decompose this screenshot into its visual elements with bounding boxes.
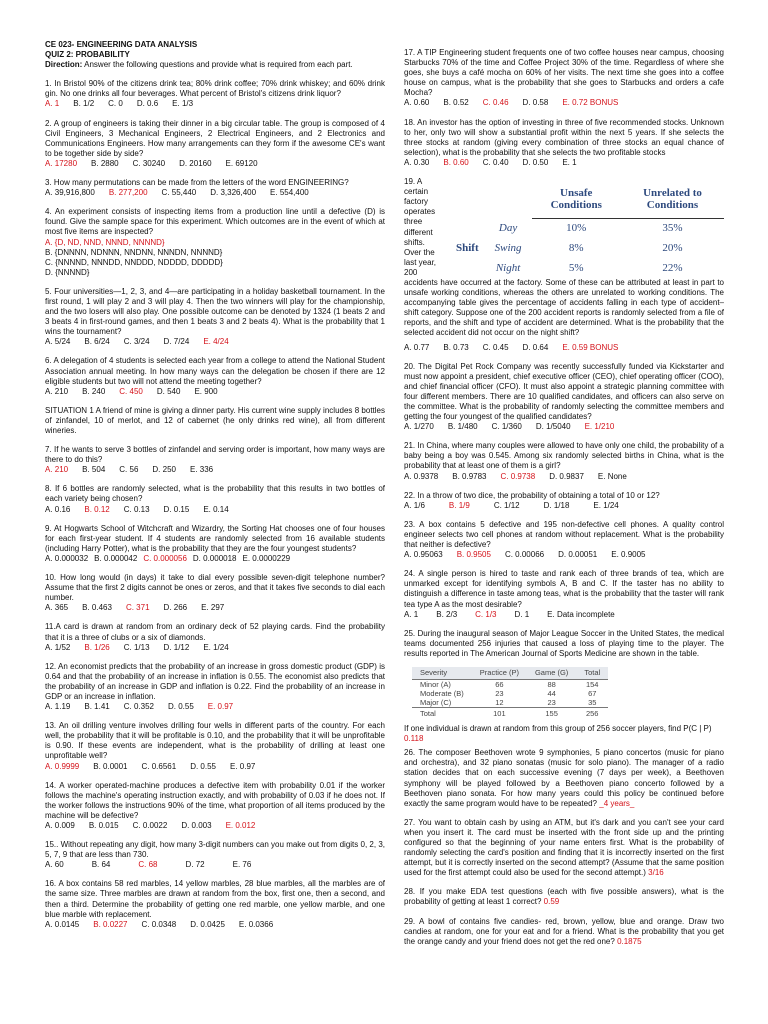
question-14 (45, 781, 385, 831)
question-10 (45, 573, 385, 613)
answer: 0.1875 (617, 936, 642, 946)
options (45, 465, 385, 475)
question-13 (45, 721, 385, 771)
question-text: 6. A delegation of 4 students is selected each year from a college to attend the National Student Association annual meeting. In how many ways can the delegation be chosen if there are 12 eligible students but two will not attend the meeting together? (45, 356, 385, 386)
question-15 (45, 840, 385, 870)
option-d: D. 0.64 (522, 342, 549, 352)
question-text: 1. In Bristol 90% of the citizens drink tea; 80% drink coffee; 70% drink whiskey; and 60% drink gin. No one drinks all four beverages. What percent of Bristol's citizens drink liquor? (45, 79, 385, 99)
question-text: 26. The composer Beethoven wrote 9 symphonies, 5 piano concertos (music for piano and orchestra), and 32 piano sonatas (music for solo piano). The manager of a radio station decides that on each successive evening (7 days per week), a Beethoven symphony will be played followed by a Beethoven piano concerto followed by a Beethoven piano sonata. For how many years could this policy be continued before exactly the same program would have to be repeated? (404, 748, 724, 808)
table-corner (485, 181, 532, 218)
option-a: A. 365 (45, 603, 69, 613)
option-b: B. 0.9505 (456, 550, 491, 560)
question-1 (45, 79, 385, 109)
option-c: C. 55,440 (161, 188, 197, 198)
option-b: B. 0.73 (443, 342, 469, 352)
option-b: B. {DNNNN, NDNNN, NNDNN, NNNDN, NNNND} (45, 247, 223, 257)
injury-table (412, 667, 608, 718)
option-e: E. 0.14 (203, 504, 229, 514)
question-text: 4. An experiment consists of inspecting items from a production line until a defective (D) is found. Give the sample space for this experiment. Which outcomes are in the event of which at most five items are inspected? (45, 207, 385, 237)
options (404, 610, 724, 620)
option-a: A. 0.009 (45, 821, 75, 830)
question-text: 21. In China, where many couples were allowed to have only one child, the probability of a baby being a boy was 0.545. Among six randomly selected births in China, what is the probability that at least one of them is a girl? (404, 441, 724, 471)
options (45, 821, 385, 831)
option-d: D. 0.6 (136, 99, 159, 109)
row-label: Night (495, 261, 521, 274)
cell: 23 (495, 689, 504, 699)
table-header-row (412, 667, 608, 680)
row-group-label: Shift (456, 241, 479, 254)
option-d: D. 0.55 (167, 702, 194, 712)
question-24 (404, 569, 724, 619)
table-row (446, 258, 724, 278)
question-text: 15.. Without repeating any digit, how many 3-digit numbers can you make out from digits 0, 2, 3, 5, 7, 9 that are less than 730. (45, 840, 385, 860)
question-19-top (404, 177, 724, 278)
question-text: 2. A group of engineers is taking their dinner in a big circular table. The group is composed of 4 Civil Engineers, 3 Mechanical Engineers, 2 Electrical Engineers, and 2 Electronics and Communications Engineers. How many arrangements can they form if the awesome CE's want to be together side by side? (45, 118, 385, 158)
option-b: B. 2/3 (436, 609, 458, 619)
question-5 (45, 287, 385, 348)
question-3 (45, 178, 385, 198)
option-d: D. 0.003 (181, 821, 212, 830)
option-a: A. 17280 (45, 158, 78, 168)
option-b: B. 0.52 (443, 98, 469, 108)
option-b: B. 240 (82, 386, 106, 396)
options (404, 343, 724, 353)
option-a: A. 39,916,800 (45, 188, 95, 198)
option-e: E. Data incomplete (547, 609, 615, 619)
question-text: 7. If he wants to serve 3 bottles of zinfandel and serving order is important, how many ways are there to do this? (45, 445, 385, 465)
cell: 88 (547, 680, 556, 690)
option-e: E. 0.0366 (238, 919, 274, 929)
table-corner (446, 181, 485, 218)
question-text: 11.A card is drawn at random from an ordinary deck of 52 playing cards. Find the probability that it is a three of clubs or a six of diamonds. (45, 622, 385, 642)
option-c: C. 56 (119, 465, 139, 475)
header-practice: Practice (P) (472, 667, 527, 680)
table-row (446, 218, 724, 238)
question-text: 13. An oil drilling venture involves drilling four wells in different parts of the country. For each well, the probability that it will be profitable is 0.10, and the probability that it will be unprofitable is 0.90. If these events are independent, what is the probability of drilling at least one unprofitable well? (45, 721, 385, 761)
option-e: E. 297 (201, 603, 225, 613)
option-e: E. 1/3 (172, 99, 194, 109)
options (45, 159, 385, 169)
option-b: B. 0.015 (88, 821, 119, 830)
question-text: 3. How many permutations can be made from the letters of the word ENGINEERING? (45, 178, 349, 188)
option-c: C. 371 (125, 603, 150, 613)
option-a: A. 0.95063 (404, 550, 443, 560)
question-text: 23. A box contains 5 defective and 195 non-defective cell phones. A quality control engineer selects two cell phones at random without replacement. What is the probability that neither is defective? (404, 519, 724, 550)
question-20 (404, 362, 724, 433)
followup-text: If one individual is drawn at random from this group of 256 soccer players, find P(C | P) (404, 724, 712, 734)
option-d: D. 0.0425 (190, 919, 225, 929)
header-severity: Severity (412, 667, 472, 680)
option-b: B. 6/24 (84, 337, 110, 347)
option-b: B. 1/2 (73, 99, 95, 109)
question-18 (404, 118, 724, 168)
option-c: C. 1/360 (491, 422, 522, 432)
option-d: D. 0.50 (522, 157, 549, 167)
option-b: B. 0.463 (82, 603, 112, 613)
question-text: 24. A single person is hired to taste and rank each of three brands of tea, which are unmarked except for identifying symbols A, B and C. If the taster has no ability to distinguish a difference in taste among teas, what is the probability that the taster will rank tea type A as the most desirable? (404, 569, 724, 609)
question-21 (404, 441, 724, 481)
option-a: A. 0.000032 (45, 553, 89, 563)
question-12 (45, 662, 385, 712)
option-e: E. 0.012 (225, 821, 256, 830)
cell: 154 (585, 680, 599, 690)
option-b: B. 277,200 (108, 188, 148, 198)
option-c: C. 1/3 (475, 609, 497, 619)
option-e: E. 0.97 (207, 702, 234, 712)
cell: 66 (495, 680, 504, 690)
course-title: CE 023- ENGINEERING DATA ANALYSIS (45, 40, 198, 49)
option-b: B. 0.0227 (93, 919, 128, 929)
question-9 (45, 524, 385, 564)
right-column (404, 48, 724, 956)
option-a: A. 5/24 (45, 337, 71, 347)
options (45, 387, 385, 397)
option-b: B. 0.0001 (93, 761, 128, 771)
cell: 10% (566, 222, 587, 235)
table-row (412, 689, 608, 698)
answer: 0.59 (543, 897, 560, 907)
option-d: D. 266 (163, 603, 188, 613)
option-e: E. 1/210 (584, 422, 615, 432)
option-d: D. 0.58 (522, 98, 549, 108)
option-e: E. 0.9005 (611, 550, 646, 560)
question-text: 28. If you make EDA test questions (each with five possible answers), what is the probability of getting at least 1 correct? (404, 887, 724, 907)
option-c: C. 0.000056 (143, 553, 187, 563)
option-b: B. 0.000042 (94, 553, 138, 563)
option-e: E. 69120 (225, 158, 258, 168)
cell: 35% (662, 222, 683, 235)
option-a: A. 0.9999 (45, 761, 80, 771)
option-e: E. None (597, 471, 627, 481)
quiz-title: QUIZ 2: PROBABILITY (45, 50, 130, 60)
option-c: C. 30240 (132, 158, 166, 168)
question-text: 29. A bowl of contains five candies- red, brown, yellow, blue and orange. Draw two candies at random, one for your eat and for a friend. What is the probability that you get the orange candy and your friend does not get the red one? (404, 916, 724, 946)
option-c: C. 1/12 (493, 500, 520, 510)
direction (45, 60, 385, 70)
option-e: E. 1/24 (203, 642, 229, 652)
question-17 (404, 48, 724, 109)
cell: 256 (576, 708, 608, 719)
options (404, 422, 724, 432)
option-c: C. 1/13 (123, 642, 150, 652)
options (45, 702, 385, 712)
option-b: B. 1/9 (448, 500, 470, 510)
option-d: D. 0.15 (163, 504, 190, 514)
question-lead: 19. A certain factory operates three different shifts. Over the last year, 200 (404, 177, 437, 277)
option-b: B. 1/26 (84, 642, 110, 652)
option-c: C. 0.00066 (504, 550, 545, 560)
table-row (446, 239, 724, 259)
option-b: B. 0.9783 (452, 471, 487, 481)
options (45, 603, 385, 613)
cell: 8% (568, 241, 584, 254)
option-c: C. {NNNND, NNNDD, NNDDD, NDDDD, DDDDD} (45, 257, 223, 267)
option-d: D. 0.55 (190, 761, 216, 771)
option-d: D. {NNNND} (45, 267, 90, 277)
options (45, 554, 385, 564)
question-text: accidents have occurred at the factory. Some of these can be attributed at least in part to unsafe working conditions, whereas the others are unrelated to working conditions. The accompanying table gives the percentage of accidents falling in each type of accident– shift category. Suppose one of the 200 accident reports is randomly selected from a file of reports, and the shift and type of accident are determined. What is the probability that the selected accident did not occur on the night shift? (404, 277, 724, 338)
option-c: C. 0.40 (482, 157, 509, 167)
question-11 (45, 622, 385, 652)
option-a: A. {D, ND, NND, NNND, NNNND} (45, 237, 165, 247)
cell: 23 (547, 698, 556, 708)
option-c: C. 0.45 (482, 342, 509, 352)
options (45, 99, 385, 109)
option-c: C. 0.0348 (141, 919, 177, 929)
option-e: E. 336 (189, 465, 214, 475)
option-c: C. 0.352 (123, 702, 154, 712)
question-4 (45, 207, 385, 278)
options (404, 550, 724, 560)
option-a: A. 0.0145 (45, 919, 80, 929)
question-text: 27. You want to obtain cash by using an ATM, but it's dark and you can't see your card when you insert it. The card must be inserted with the front side up and the printing configured so that the beginning of your name enters first. What is the probability of randomly selecting the card's position and finding that it is incorrectly inserted on the first attempt, but it is correctly inserted on the second attempt? (Assume that the same position used for the first attempt could also be used for the second attempt.) (404, 817, 724, 878)
option-b: B. 2880 (91, 158, 119, 168)
option-d: D. 1 (514, 609, 530, 619)
options (404, 158, 724, 168)
document-header (45, 40, 385, 70)
cell: 35 (588, 698, 597, 708)
option-a: A. 1/52 (45, 642, 71, 652)
option-e: E. 4/24 (203, 337, 229, 347)
question-text: 17. A TIP Engineering student frequents one of two coffee houses near campus, choosing Starbucks 70% of the time and Coffee Project 30% of the time. Regardless of where she goes, she buys a café mocha on 60% of her visits. The next time she goes into a coffee house on campus, what is the probability that she goes to Starbucks and orders a cafe Mocha? (404, 48, 724, 98)
cell: Moderate (B) (420, 689, 464, 699)
direction-text: Answer the following questions and provide what is required from each part. (82, 60, 353, 70)
row-label: Swing (494, 241, 522, 254)
option-e: E. 76 (232, 860, 252, 870)
option-d: D. 0.000018 (192, 553, 237, 563)
question-2 (45, 119, 385, 169)
cell: Minor (A) (420, 680, 451, 690)
header-unrelated: Unrelated to Conditions (621, 181, 724, 218)
option-d: D. 20160 (179, 158, 212, 168)
cell: 101 (472, 708, 527, 719)
option-b: B. 0.12 (84, 504, 110, 514)
option-e: E. 0.97 (230, 761, 256, 771)
option-a: A. 1.19 (45, 702, 71, 712)
option-c: C. 450 (119, 386, 143, 396)
cell: 67 (588, 689, 597, 699)
accident-table (446, 181, 724, 278)
question-text: 8. If 6 bottles are randomly selected, what is the probability that this results in two bottles of each variety being chosen? (45, 484, 385, 504)
cell: 44 (547, 689, 556, 699)
table-row (412, 698, 608, 708)
question-text: 5. Four universities—1, 2, 3, and 4—are participating in a holiday basketball tournament. In the first round, 1 will play 2 and 3 will play 4. Then the two winners will play for the championship, and the two losers will also play. One possible outcome can be denoted by 1324 (1 beats 2 and 3 beats 4 in first-round games, and then 1 beats 3 and 2 beats 4). What is the probability that 1 wins the tournament? (45, 286, 385, 337)
option-c: C. 0.9738 (500, 471, 536, 481)
options (45, 505, 385, 515)
question-text: 12. An economist predicts that the probability of an increase in gross domestic product (GDP) is 0.64 and that the probability of an increase in inflation is 0.55. The economist also predicts that the probability of an increase in GDP and inflation is 0.22. Find the probability of an increase in GDP or an increase in inflation. (45, 661, 385, 701)
question-text: 18. An investor has the option of investing in three of five recommended stocks. Unknown to her, only two will show a substantial profit within the next 5 years. If she selects the three stocks at random (giving every combination of three stocks an equal chance of selection), what is the probability that she selects the two profitable stocks (404, 117, 724, 157)
cell: Major (C) (420, 698, 452, 708)
option-a: A. 0.77 (404, 342, 430, 352)
question-22 (404, 491, 724, 511)
question-text: 25. During the inaugural season of Major League Soccer in the United States, the medical teams documented 256 injuries that caused a loss of playing time to the player. The results reported in The American Journal of Sports Medicine are shown in the table. (404, 628, 724, 658)
question-text: 14. A worker operated-machine produces a defective item with probability 0.01 if the worker follows the machine's operating instruction exactly, and with probability of 0.03 if he does not. If the worker follows the instructions 90% of the time, what proportion of all items produced by the machine will be defective? (45, 780, 385, 820)
options (404, 98, 724, 108)
question-27 (404, 818, 724, 879)
options (404, 472, 724, 482)
option-a: A. 0.16 (45, 504, 71, 514)
option-c: C. 0.46 (482, 98, 509, 108)
option-a: A. 1/270 (404, 422, 434, 432)
option-a: A. 210 (45, 386, 69, 396)
question-text: 16. A box contains 58 red marbles, 14 yellow marbles, 28 blue marbles, all the marbles are of the same size. Three marbles are drawn at random from the box, first one, then a second, and then a third. Determine the probability of getting one red marble, one yellow marble, and one blue marble with replacement. (45, 879, 385, 919)
header-total: Total (576, 667, 608, 680)
cell: 22% (662, 261, 683, 274)
question-7 (45, 445, 385, 475)
question-25 (404, 629, 724, 745)
table-total-row (412, 708, 608, 719)
cell: 20% (662, 241, 683, 254)
option-b: B. 504 (82, 465, 106, 475)
question-19 (404, 177, 724, 353)
option-d: D. 1/5040 (535, 422, 571, 432)
question-6 (45, 356, 385, 396)
option-b: B. 64 (91, 860, 111, 870)
cell: 5% (568, 261, 584, 274)
option-d: D. 0.9837 (549, 471, 584, 481)
option-d: D. 1/18 (543, 500, 570, 510)
option-c: C. 3/24 (123, 337, 150, 347)
question-23 (404, 520, 724, 560)
answer: 3/16 (648, 868, 664, 878)
cell: 12 (495, 698, 504, 708)
option-c: C. 0.0022 (132, 821, 168, 830)
question-16 (45, 879, 385, 929)
left-column (45, 40, 385, 939)
options (45, 188, 385, 198)
options (404, 501, 724, 511)
question-text: 22. In a throw of two dice, the probability of obtaining a total of 10 or 12? (404, 490, 660, 500)
option-c: C. 68 (138, 860, 158, 870)
table-row (412, 680, 608, 690)
option-a: A. 1 (404, 609, 419, 619)
question-8 (45, 484, 385, 514)
option-d: D. 250 (152, 465, 176, 475)
option-d: D. 1/12 (163, 642, 190, 652)
header-unsafe: Unsafe Conditions (532, 181, 621, 218)
option-a: A. 60 (45, 860, 64, 870)
options (45, 643, 385, 653)
option-e: E. 554,400 (270, 188, 309, 198)
option-b: B. 0.60 (443, 157, 469, 167)
option-a: A. 1 (45, 99, 60, 109)
option-e: E. 0.0000229 (242, 553, 291, 563)
option-c: C. 0.13 (123, 504, 150, 514)
answer: _4 years_ (599, 798, 635, 808)
option-e: E. 1/24 (593, 500, 619, 510)
options (45, 762, 385, 772)
options (45, 920, 385, 930)
option-e: E. 0.59 BONUS (562, 342, 619, 352)
cell: Total (412, 708, 472, 719)
option-b: B. 1.41 (84, 702, 110, 712)
option-c: C. 0 (108, 99, 123, 109)
question-text: 9. At Hogwarts School of Witchcraft and Wizardry, the Sorting Hat chooses one of four houses for each first-year student. If 4 students are randomly selected from 16 available students (including Harry Potter), what is the probability that they are the four youngest students? (45, 523, 385, 553)
situation-1: SITUATION 1 A friend of mine is giving a dinner party. His current wine supply includes 8 bottles of zinfandel, 10 of merlot, and 12 of cabernet (he only drinks red wine), all from different wineries. (45, 405, 385, 435)
question-28 (404, 887, 724, 907)
option-d: D. 3,326,400 (210, 188, 257, 198)
options (45, 337, 385, 347)
header-game: Game (G) (527, 667, 576, 680)
direction-label: Direction: (45, 60, 83, 70)
option-d: D. 72 (185, 860, 205, 870)
option-a: A. 1/6 (404, 500, 425, 510)
option-a: A. 0.9378 (404, 471, 439, 481)
option-b: B. 1/480 (447, 422, 478, 432)
option-e: E. 0.72 BONUS (562, 98, 619, 108)
options (45, 860, 385, 870)
option-a: A. 0.30 (404, 157, 430, 167)
option-e: E. 900 (194, 386, 218, 396)
option-d: D. 540 (156, 386, 181, 396)
answer: 0.118 (404, 734, 424, 744)
question-29 (404, 917, 724, 947)
row-label: Day (498, 221, 518, 234)
question-26 (404, 748, 724, 809)
option-c: C. 0.6561 (141, 761, 177, 771)
cell: 155 (527, 708, 576, 719)
option-d: D. 7/24 (163, 337, 190, 347)
option-a: A. 0.60 (404, 98, 430, 108)
option-a: A. 210 (45, 465, 69, 475)
question-text: 10. How long would (in days) it take to dial every possible seven-digit telephone number? Assume that the first 2 digits cannot be ones or zeros, and that it takes five seconds to dial each number. (45, 573, 385, 603)
option-d: D. 0.00051 (558, 550, 598, 560)
option-e: E. 1 (562, 157, 577, 167)
question-text: 20. The Digital Pet Rock Company was recently successfully funded via Kickstarter and must now appoint a president, chief executive officer (CEO), chief operating officer (COO), and chief financial officer (CFO). It must also appoint a strategic planning committee with four different members. There are 10 qualified candidates, and officers can also serve on the committee. What is the probability of randomly selecting the committee members and getting the four youngest of the qualified candidates? (404, 361, 724, 422)
table-header-row (446, 181, 724, 218)
